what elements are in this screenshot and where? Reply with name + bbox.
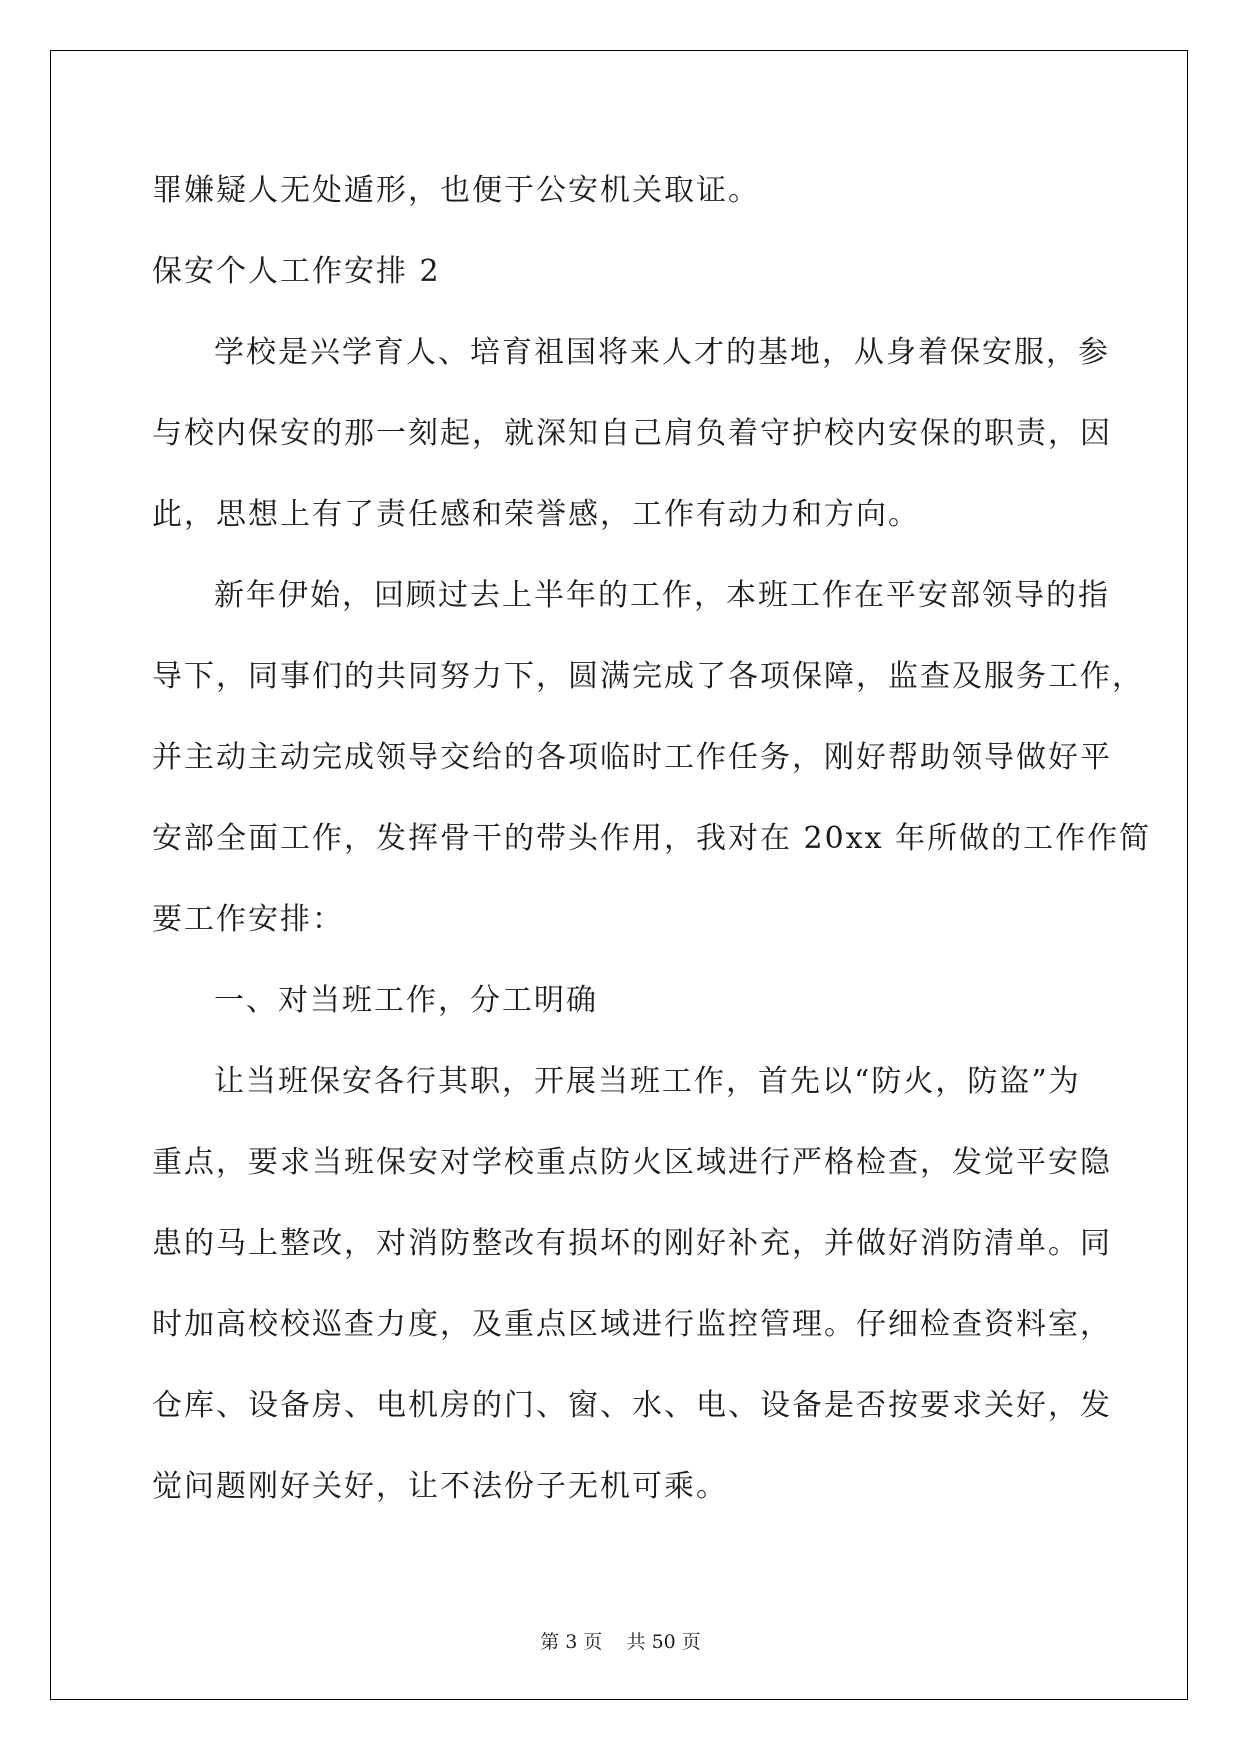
page-total: 共 50 页 — [626, 1631, 701, 1653]
paragraph-line: 并主动主动完成领导交给的各项临时工作任务，刚好帮助领导做好平 — [152, 740, 1112, 775]
paragraph-line: 患的马上整改，对消防整改有损坏的刚好补充，并做好消防清单。同 — [152, 1226, 1112, 1261]
paragraph-line: 重点，要求当班保安对学校重点防火区域进行严格检查，发觉平安隐 — [152, 1145, 1112, 1180]
paragraph-line: 学校是兴学育人、培育祖国将来人才的基地，从身着保安服，参 — [214, 335, 1110, 370]
paragraph-line: 要工作安排： — [152, 902, 344, 937]
paragraph-line: 与校内保安的那一刻起，就深知自己肩负着守护校内安保的职责，因 — [152, 416, 1112, 451]
paragraph-line: 让当班保安各行其职，开展当班工作，首先以“防火，防盗”为 — [214, 1064, 1081, 1099]
paragraph-line: 觉问题刚好关好，让不法份子无机可乘。 — [152, 1469, 728, 1504]
page-footer — [0, 1627, 1241, 1654]
subsection-heading: 一、对当班工作，分工明确 — [214, 983, 598, 1018]
paragraph-line: 新年伊始，回顾过去上半年的工作，本班工作在平安部领导的指 — [214, 578, 1110, 613]
paragraph-line: 仓库、设备房、电机房的门、窗、水、电、设备是否按要求关好，发 — [152, 1388, 1112, 1423]
paragraph-line: 罪嫌疑人无处遁形，也便于公安机关取证。 — [152, 173, 760, 208]
section-heading: 保安个人工作安排 2 — [152, 254, 441, 289]
paragraph-line: 时加高校校巡查力度，及重点区域进行监控管理。仔细检查资料室， — [152, 1307, 1112, 1342]
page-number: 第 3 页 — [540, 1631, 603, 1653]
paragraph-line: 导下，同事们的共同努力下，圆满完成了各项保障，监查及服务工作， — [152, 659, 1144, 694]
paragraph-line: 此，思想上有了责任感和荣誉感，工作有动力和方向。 — [152, 497, 920, 532]
page-border — [50, 50, 1188, 1700]
paragraph-line: 安部全面工作，发挥骨干的带头作用，我对在 20xx 年所做的工作作简 — [152, 821, 1152, 856]
